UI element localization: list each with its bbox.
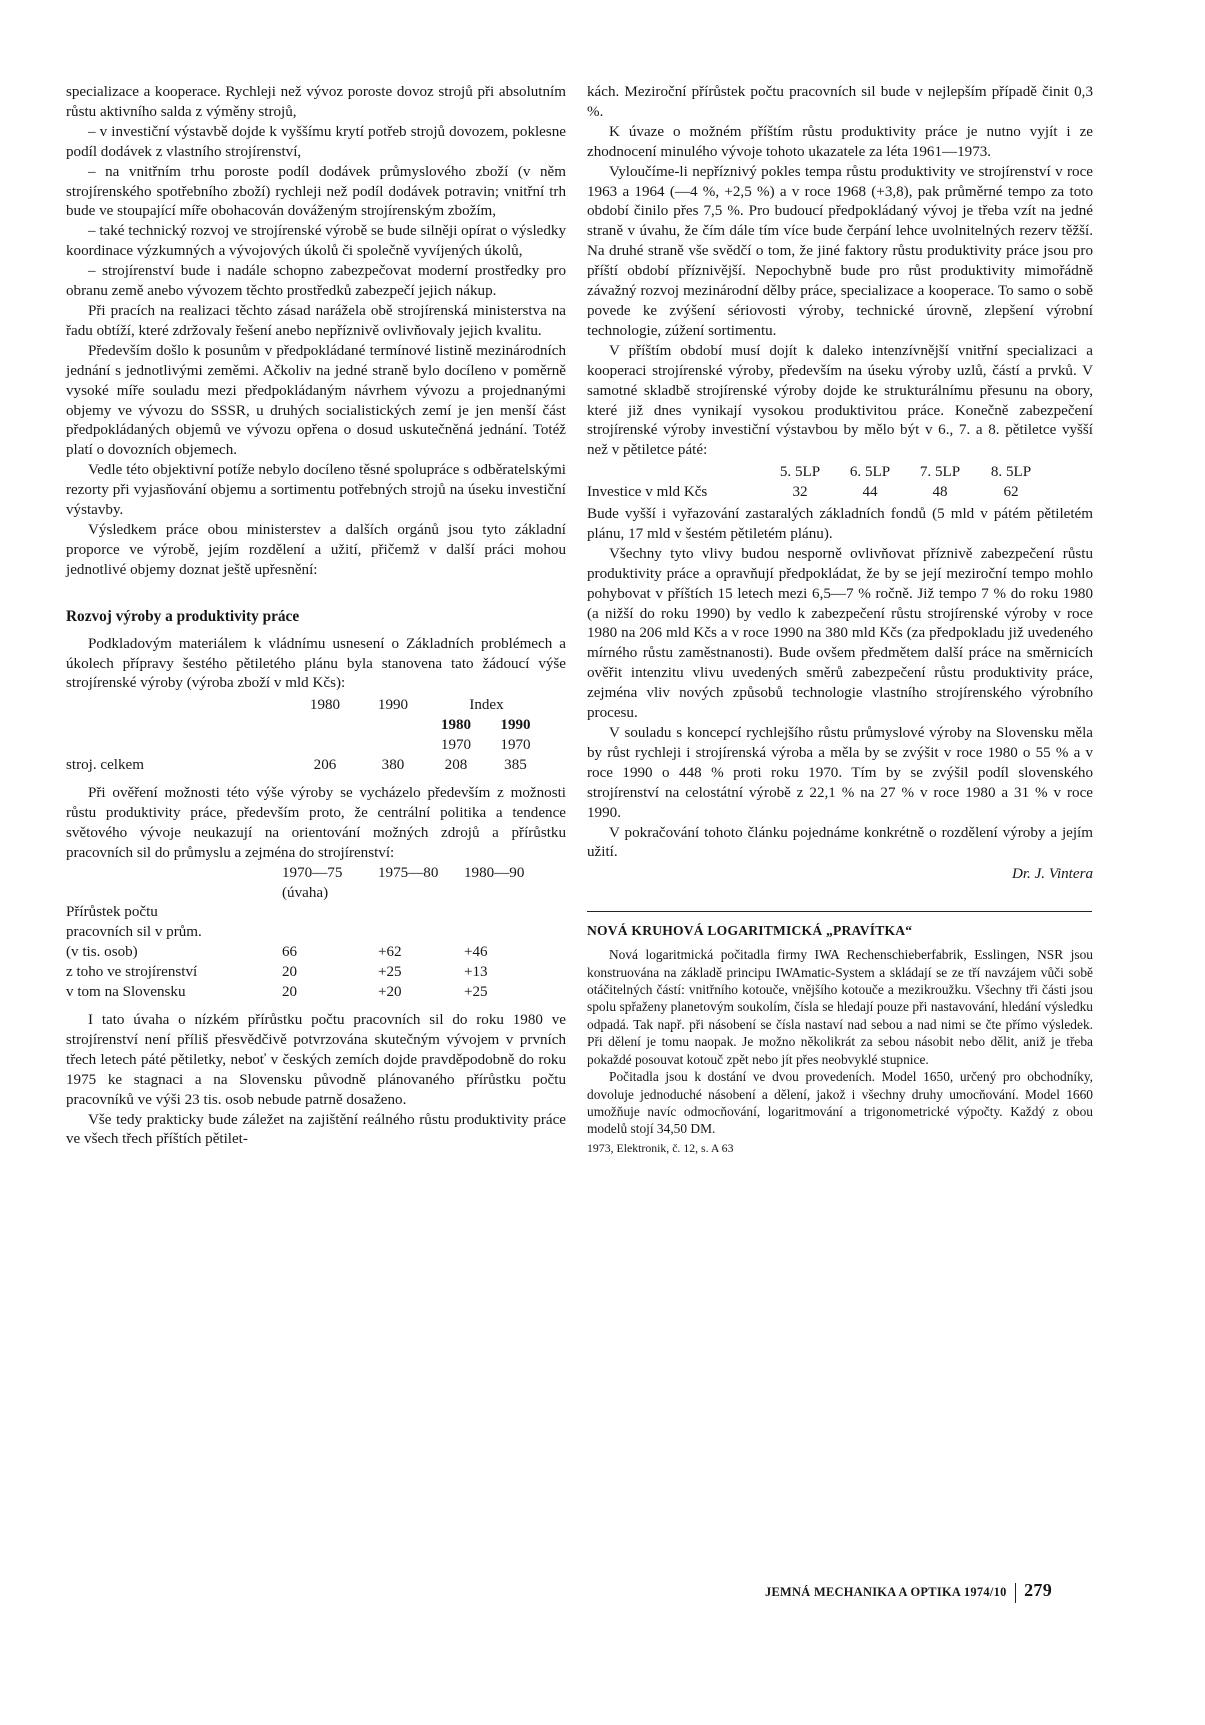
table-cell: 208 xyxy=(444,757,468,774)
table-cell: +25 xyxy=(378,964,402,981)
table-cell: +25 xyxy=(464,984,488,1001)
section-heading: Rozvoj výroby a produktivity práce xyxy=(66,607,300,625)
table-cell: +20 xyxy=(378,984,402,1001)
source-citation: 1973, Elektronik, č. 12, s. A 63 xyxy=(587,1140,734,1155)
table-header: 6. 5LP xyxy=(849,464,891,481)
table-cell: 380 xyxy=(381,757,405,774)
paragraph: Bude vyšší i vyřazování zastaralých základních fondů (5 mld v pátém pětiletém plánu, 17 mld v šestém pětiletém plánu). xyxy=(587,506,1093,542)
footer-divider xyxy=(1015,1583,1017,1603)
table-header: 7. 5LP xyxy=(919,464,961,481)
table-header: Index xyxy=(469,697,504,714)
table-header: (úvaha) xyxy=(282,884,329,901)
table-header: 1970—75 xyxy=(282,864,343,881)
table-header: 1970 xyxy=(500,737,531,754)
paragraph: Všechny tyto vlivy budou nesporně ovlivňovat příznivě zabezpečení růstu produktivity práce a opravňují předpokládat, že by se její meziroční tempo mohlo pohybovat v příštích 15 letech mezi 6,5—7 % ročně. Již tempo 7 % do roku 1980 (a nižší do roku 1990) by vedlo k zabezpečení růstu strojírenské výroby v roce 1980 na 206 mld Kčs a v roce 1990 na 380 mld Kčs (za předpokladu již uvedeného mírného růstu zaměstnanosti). Bude ovšem předmětem další práce na směrnicích ověřit intenzitu vlivu uvedených směrů zabezpečení růstu produktivity práce, zejména vliv nových způsobů technologie vlastního strojírenského výrobního procesu. xyxy=(587,545,1093,722)
news-item-title: NOVÁ KRUHOVÁ LOGARITMICKÁ „PRAVÍTKA“ xyxy=(587,923,913,939)
paragraph: Při pracích na realizaci těchto zásad narážela obě strojírenská ministerstva na řadu obtíží, které zdržovaly řešení anebo nepříznivě ovlivňovaly jejich kvalitu. xyxy=(66,302,566,339)
table-header: 1975—80 xyxy=(378,864,439,881)
paragraph: Vedle této objektivní potíže nebylo docíleno těsné spolupráce s odběratelskými rezorty při vyjasňování objemu a sortimentu potřebných strojů na úseku investiční výstavby. xyxy=(66,462,566,519)
paragraph: V souladu s koncepcí rychlejšího růstu průmyslové výroby na Slovensku měla by růst rychleji i strojírenská výroba a měla by se zvýšit v roce 1980 o 55 % a v roce 1990 o 448 % proti roku 1970. Tím by se zvýšil podíl slovenského strojírenství na celostátní výrobě z 22,1 % na 27 % v roce 1980 a 31 % v roce 1990. xyxy=(587,725,1093,821)
table-row xyxy=(587,483,1047,503)
workforce-table xyxy=(66,864,546,1003)
paragraph: Podkladovým materiálem k vládnímu usnesení o Základních problémech a úkolech přípravy šestého pětiletého plánu byla stanovena tato žádoucí výše strojírenské výroby (výroba zboží v mld Kčs): xyxy=(66,635,566,692)
paragraph: – na vnitřním trhu poroste podíl dodávek průmyslového zboží (v něm strojírenského spotřebního zboží) rychleji než podíl dodávek potravin; vnitřní trh bude ve stoupající míře obohacován dováženým strojírenským zbožím, xyxy=(66,163,566,220)
paragraph: specializace a kooperace. Rychleji než vývoz poroste dovoz strojů při absolutním růstu aktivního salda z výměny strojů, xyxy=(66,84,566,120)
table-header: 8. 5LP xyxy=(990,464,1032,481)
table-header: 1980 xyxy=(440,717,472,734)
table-cell: 48 xyxy=(932,484,948,501)
paragraph: K úvaze o možném příštím růstu produktivity práce je nutno vyjít i ze zhodnocení minulého vývoje tohoto ukazatele za léta 1961—1973. xyxy=(587,123,1093,160)
page-footer xyxy=(765,1580,1095,1603)
divider xyxy=(587,911,1092,912)
table-header: 1980 xyxy=(309,697,341,714)
paragraph: – strojírenství bude i nadále schopno zabezpečovat moderní prostředky pro obranu země anebo vývozem těchto prostředků zabezpečí jejich nákup. xyxy=(66,263,566,300)
row-label: Přírůstek počtu xyxy=(66,904,158,921)
table-header: 1970 xyxy=(440,737,472,754)
table-row xyxy=(66,963,546,983)
row-label: z toho ve strojírenství xyxy=(66,964,198,981)
table-cell: 44 xyxy=(862,484,878,501)
table-row xyxy=(66,943,546,963)
paragraph: – také technický rozvoj ve strojírenské výrobě se bude silněji opírat o výsledky koordinace výzkumných a vývojových úkolů či společně vyvíjených úkolů, xyxy=(66,223,566,260)
table-row xyxy=(66,983,546,1003)
paragraph: Vyloučíme-li nepříznivý pokles tempa růstu produktivity ve strojírenství v roce 1963 a 1964 (—4 %, +2,5 %) a v roce 1968 (+3,8), pak průměrné tempo za toto období činilo přes 7,5 %. Pro budoucí předpokládaný vývoj je třeba vzít na jedné straně v úvahu, že čím dále tím více bude čerpání lehce uvolnitelných rezerv těžší. Na druhé straně vše svědčí o tom, že jiné faktory růstu produktivity práce jsou pro příští období příznivější. Nepochybně bude pro růst produktivity mimořádně závažný rozvoj mezinárodní dělby práce, specializace a kooperace. To samo o sobě povede ke zvýšení sériovosti výroby, technické úrovně, zlepšení výrobní technologie, zúžení sortimentu. xyxy=(587,163,1093,339)
row-label: (v tis. osob) xyxy=(66,944,138,961)
page-number: 279 xyxy=(1024,1580,1053,1600)
paragraph: V příštím období musí dojít k daleko intenzívnější vnitřní specializaci a kooperaci strojírenské výroby, především na úseku výroby uzlů, částí a prvků. V samotné skladbě strojírenské výroby dojde ke strukturálnímu přesunu na obory, které již dnes vynikají vysokou produktivitou práce. Konečně zabezpečení strojírenské výroby investiční výstavbou by mělo být v 6., 7. a 8. pětiletce vyšší než v pětiletce páté: xyxy=(587,342,1093,459)
table-cell: 32 xyxy=(792,484,808,501)
left-column xyxy=(66,83,566,1150)
table-header: 1980—90 xyxy=(464,864,525,881)
paragraph: Vše tedy prakticky bude záležet na zajištění reálného růstu produktivity práce ve všech třech příštích pětilet- xyxy=(66,1111,566,1148)
row-label: v tom na Slovensku xyxy=(66,984,186,1001)
table-cell: 385 xyxy=(504,757,527,774)
table-cell: +62 xyxy=(378,944,402,961)
paragraph: Především došlo k posunům v předpokládané termínové listině mezinárodních jednání s jednotlivými zeměmi. Ačkoliv na jedné straně bylo docíleno v poměrně vysoké míře souladu mezi předpokládaným návrhem vývozu a projednanými objemy ve vývozu do SSSR, u druhých socialistických zemí je jen menší část předpokládaných objemů ve vývozu opřena o dosud uskutečněná jednání. Totéž platí o dovozních objemech. xyxy=(66,342,566,459)
author-signature: Dr. J. Vintera xyxy=(1011,866,1093,883)
journal-name: JEMNÁ MECHANIKA A OPTIKA 1974/10 xyxy=(765,1585,1007,1599)
table-cell: +13 xyxy=(464,964,488,981)
paragraph: I tato úvaha o nízkém přírůstku počtu pracovních sil do roku 1980 ve strojírenství není příliš přesvědčivě potvrzována skutečným vývojem v prvních třech letech páté pětiletky, neboť v českých zemích dojde pravděpodobně do roku 1975 ke stagnaci a na Slovensku původně plánovaného přírůstku počtu pracovníků ve výši 23 tis. osob nebude patrně dosaženo. xyxy=(66,1011,566,1108)
investment-table xyxy=(587,463,1047,503)
row-label: pracovních sil v prům. xyxy=(66,924,202,941)
table-header: 5. 5LP xyxy=(779,464,821,481)
table-cell: 20 xyxy=(282,984,298,1001)
paragraph: Výsledkem práce obou ministerstev a dalších orgánů jsou tyto základní proporce ve výrobě, jejím rozdělení a užití, přičemž v další práci mohou jednotlivé objemy doznat ještě upřesnění: xyxy=(66,521,566,578)
table-header: 1990 xyxy=(500,717,531,734)
paragraph: V pokračování tohoto článku pojednáme konkrétně o rozdělení výroby a jejím užití. xyxy=(587,824,1093,861)
paragraph: – v investiční výstavbě dojde k vyššímu krytí potřeb strojů dovozem, poklesne podíl dodávek z vlastního strojírenství, xyxy=(66,123,566,160)
row-label: Investice v mld Kčs xyxy=(587,484,708,501)
table-header: 1990 xyxy=(377,697,409,714)
paragraph: Při ověření možnosti této výše výroby se vycházelo především z možnosti růstu produktivity práce, především proto, že centrální politika a tendence světového vývoje neukazují na orientování možných zdrojů a přírůstku pracovních sil do průmyslu a zejména do strojírenství: xyxy=(66,785,566,861)
table-cell: +46 xyxy=(464,944,488,961)
news-item-paragraph: Nová logaritmická počitadla firmy IWA Rechenschieberfabrik, Esslingen, NSR jsou konstruována na základě principu IWAmatic-System a skládají se ze tří navzájem vůči sobě otáčitelných částí: vnitřního kotouče, vnějšího kotouče a mezikroužku. Všechny tři části jsou spolu spřaženy planetovým soukolím, čísla se hledají pouze při nastavování, hledání výsledku odpadá. Tak např. při násobení se čísla nastaví nad sebou a nad nimi se čte přímo výsledek. Při dělení je tomu naopak. Je možno několikrát za sebou násobit nebo dělit, aniž je třeba pokaždé posouvat kotouč zpět nebo jít přes neobvyklé stupnice. xyxy=(587,947,1093,1067)
news-item-paragraph: Počitadla jsou k dostání ve dvou provedeních. Model 1650, určený pro obchodníky, dovoluje jednoduché násobení a dělení, jakož i všechny druhy umocňování. Model 1660 umožňuje navíc odmocňování, logaritmování a trigonometrické výpočty. Každý z obou modelů stojí 34,50 DM. xyxy=(587,1069,1093,1137)
table-cell: 206 xyxy=(313,757,337,774)
table-cell: 20 xyxy=(282,964,298,981)
paragraph: kách. Meziroční přírůstek počtu pracovních sil bude v nejlepším případě činit 0,3 %. xyxy=(587,84,1093,120)
table-cell: 66 xyxy=(282,944,298,961)
table-cell: 62 xyxy=(1003,484,1019,501)
table-row xyxy=(66,756,546,776)
production-table xyxy=(66,696,546,776)
right-column xyxy=(587,83,1093,1156)
row-label: stroj. celkem xyxy=(66,757,144,774)
